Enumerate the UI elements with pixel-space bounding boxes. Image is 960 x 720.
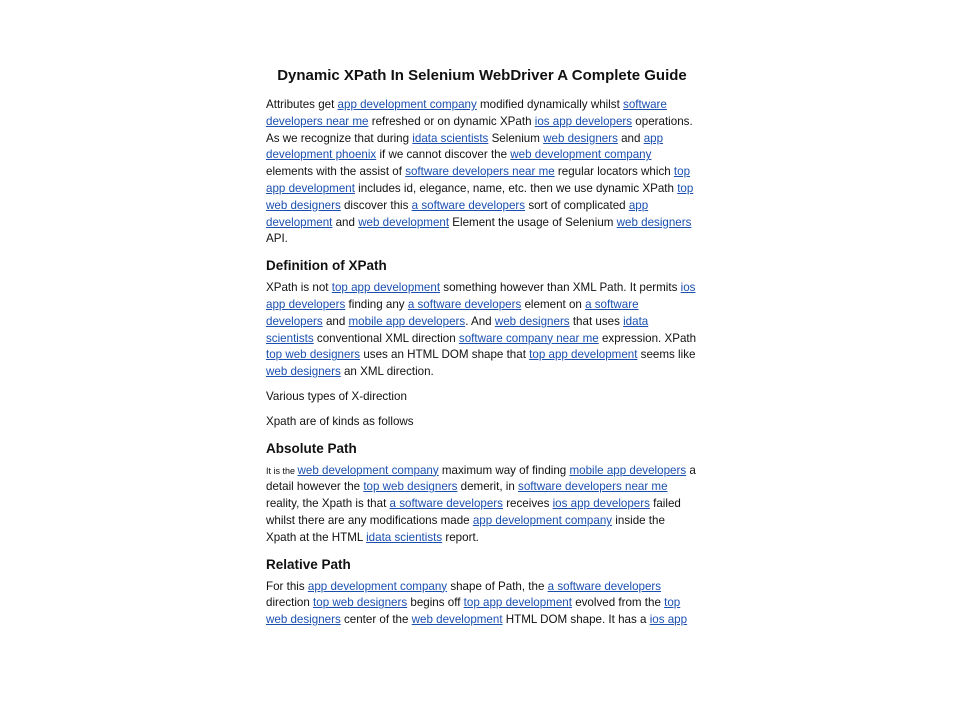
inline-link[interactable]: software company near me <box>458 331 599 345</box>
inline-link[interactable]: idata scientists <box>266 314 649 345</box>
inline-link[interactable]: web development company <box>297 463 439 477</box>
text-run: conventional XML direction <box>313 331 459 345</box>
text-run: shape of Path, the <box>447 579 548 593</box>
inline-link[interactable]: top app development <box>463 596 572 610</box>
text-run: begins off <box>407 596 464 610</box>
definition-paragraph <box>266 280 698 381</box>
text-run: report. <box>442 530 479 544</box>
text-run: discover this <box>340 198 412 212</box>
text-run: XPath is not <box>266 281 332 295</box>
text-run: Attributes get <box>266 98 338 111</box>
inline-link[interactable]: web designers <box>616 215 692 229</box>
text-run: Xpath are of kinds as follows <box>266 414 414 428</box>
page-title: Dynamic XPath In Selenium WebDriver A Complete Guide <box>277 67 687 84</box>
text-run: if we cannot discover the <box>376 148 511 162</box>
inline-link[interactable]: top app development <box>266 165 691 195</box>
text-run: sort of complicated <box>525 198 629 212</box>
inline-link[interactable]: ios app developers <box>552 497 650 511</box>
text-run: failed whilst there are any modifications made <box>266 497 681 527</box>
inline-link[interactable]: web development company <box>510 148 652 162</box>
text-run: Selenium <box>488 131 544 145</box>
text-run: evolved from the <box>571 596 665 610</box>
text-run: center of the <box>340 613 412 627</box>
inline-link[interactable]: ios app <box>649 613 688 627</box>
inline-link[interactable]: web development <box>411 613 503 627</box>
text-run: element on <box>521 297 586 311</box>
text-run: Element the usage of Selenium <box>449 215 617 229</box>
text-run: inside the Xpath at the HTML <box>266 513 665 544</box>
inline-link[interactable]: top app development <box>331 281 441 295</box>
text-run: . And <box>465 314 495 328</box>
inline-link[interactable]: a software developers <box>411 198 526 212</box>
document-page <box>266 64 698 637</box>
inline-link[interactable]: software developers near me <box>518 480 668 494</box>
types-paragraph <box>266 389 698 406</box>
inline-link[interactable]: a software developers <box>547 579 662 593</box>
text-run: reality, the Xpath is that <box>266 497 390 511</box>
text-run: regular locators which <box>554 165 674 179</box>
inline-link[interactable]: app development company <box>307 579 448 593</box>
text-run: seems like <box>637 348 696 362</box>
text-run: Various types of X-direction <box>266 389 407 403</box>
text-run: and <box>322 314 349 328</box>
small-text: It is the <box>266 465 298 476</box>
text-run: that uses <box>569 314 624 328</box>
text-run: expression. XPath <box>598 331 697 345</box>
kinds-paragraph <box>266 414 698 431</box>
inline-link[interactable]: top app development <box>529 348 638 362</box>
text-run: a detail however the <box>266 463 696 494</box>
inline-link[interactable]: app development phoenix <box>266 131 664 162</box>
inline-link[interactable]: ios app developers <box>534 114 633 128</box>
text-run: an XML direction. <box>340 365 434 379</box>
inline-link[interactable]: app development <box>266 198 649 229</box>
text-run: something however than XML Path. It permits <box>440 281 681 295</box>
document-body <box>266 97 698 629</box>
text-run: finding any <box>345 297 408 311</box>
relative-path-paragraph <box>266 579 698 629</box>
inline-link[interactable]: app development company <box>337 98 477 111</box>
inline-link[interactable]: software developers near me <box>266 98 667 128</box>
text-run: For this <box>266 579 308 593</box>
text-run: HTML DOM shape. It has a <box>502 613 650 627</box>
inline-link[interactable]: idata scientists <box>366 530 443 544</box>
inline-link[interactable]: idata scientists <box>412 131 489 145</box>
inline-link[interactable]: a software developers <box>407 297 522 311</box>
text-run: and <box>617 131 644 145</box>
inline-link[interactable]: web designers <box>494 314 570 328</box>
text-run: operations. As we recognize that during <box>266 114 693 145</box>
inline-link[interactable]: top web designers <box>266 596 681 627</box>
inline-link[interactable]: ios app developers <box>266 281 696 311</box>
text-run: elements with the assist of <box>266 165 406 179</box>
text-run: uses an HTML DOM shape that <box>360 348 530 362</box>
text-run: refreshed or on dynamic XPath <box>368 114 535 128</box>
inline-link[interactable]: top web designers <box>266 348 361 362</box>
inline-link[interactable]: top web designers <box>313 596 408 610</box>
heading-absolute-path: Absolute Path <box>266 440 357 456</box>
inline-link[interactable]: top web designers <box>266 181 694 212</box>
text-run: demerit, in <box>457 480 519 494</box>
inline-link[interactable]: web designers <box>543 131 618 145</box>
inline-link[interactable]: web designers <box>266 365 341 379</box>
inline-link[interactable]: mobile app developers <box>348 314 466 328</box>
absolute-path-paragraph <box>266 463 698 547</box>
heading-definition-of-xpath: Definition of XPath <box>266 258 387 274</box>
intro-paragraph <box>266 97 698 248</box>
inline-link[interactable]: software developers near me <box>405 165 555 179</box>
text-run: receives <box>502 497 553 511</box>
text-run: and <box>332 215 359 229</box>
inline-link[interactable]: web development <box>358 215 450 229</box>
text-run: maximum way of finding <box>438 463 570 477</box>
inline-link[interactable]: app development company <box>472 513 613 527</box>
text-run: includes id, elegance, name, etc. then we use dynamic XPath <box>354 181 678 195</box>
text-run: direction <box>266 596 314 610</box>
inline-link[interactable]: top web designers <box>363 480 458 494</box>
text-run: API. <box>266 232 288 246</box>
heading-relative-path: Relative Path <box>266 556 351 572</box>
inline-link[interactable]: mobile app developers <box>569 463 687 477</box>
text-run: modified dynamically whilst <box>476 98 624 111</box>
inline-link[interactable]: a software developers <box>389 497 503 511</box>
inline-link[interactable]: a software developers <box>266 297 639 328</box>
